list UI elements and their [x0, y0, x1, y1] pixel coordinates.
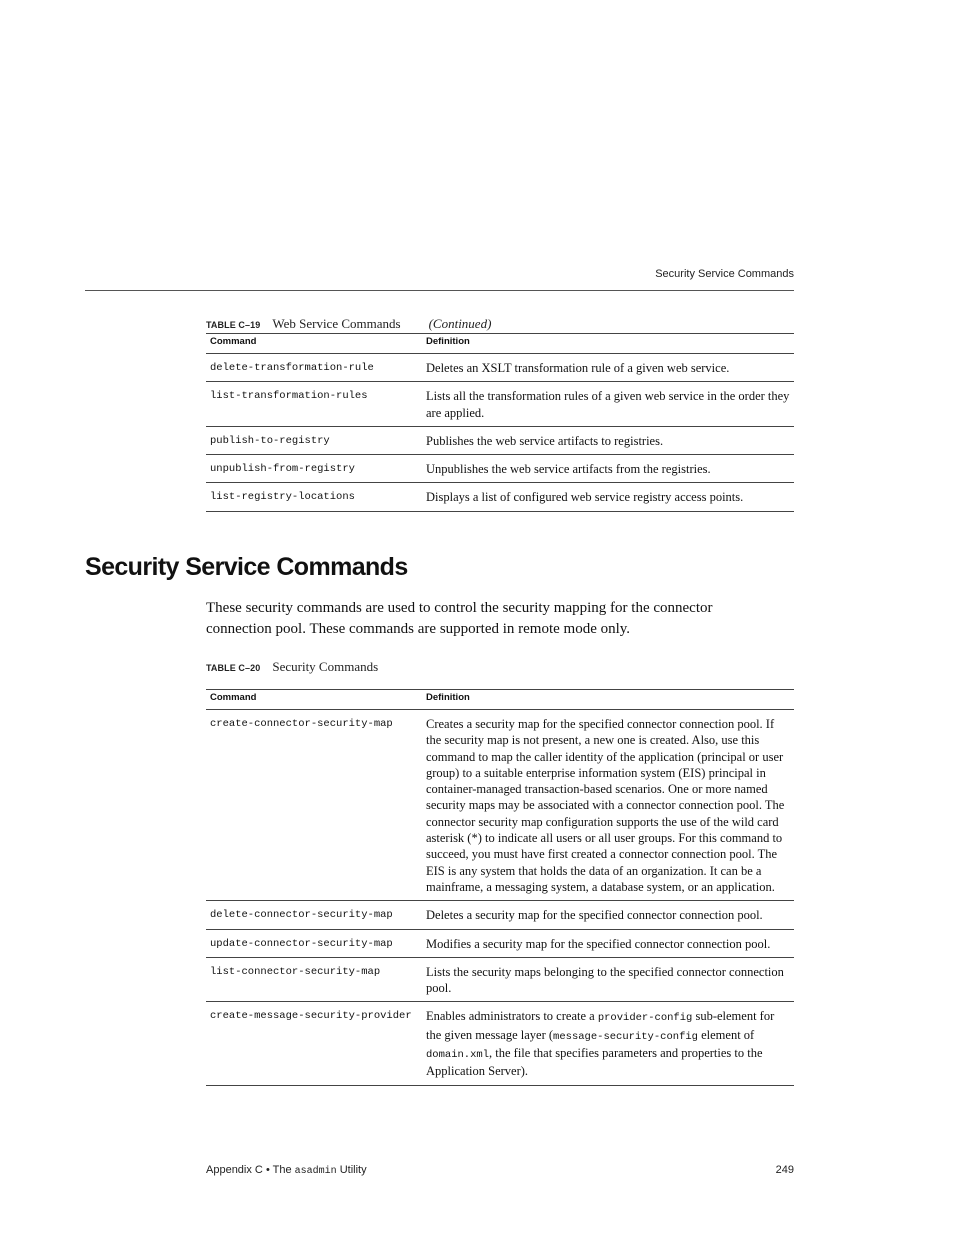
column-header-command: Command [206, 690, 422, 710]
column-header-definition: Definition [422, 334, 794, 354]
definition-text: element of [697, 1027, 755, 1042]
definition-cell: Unpublishes the web service artifacts from the registries. [422, 455, 794, 483]
definition-cell: Displays a list of configured web service registry access points. [422, 483, 794, 511]
command-cell: list-transformation-rules [206, 382, 422, 427]
header-rule [85, 290, 794, 291]
footer-utility-code: asadmin [294, 1166, 337, 1177]
web-service-commands-table [206, 333, 794, 512]
definition-cell: Lists the security maps belonging to the specified connector connection pool. [422, 957, 794, 1002]
footer-appendix: Appendix C [206, 1164, 263, 1176]
command-cell: list-connector-security-map [206, 957, 422, 1002]
inline-code: provider-config [597, 1012, 693, 1025]
definition-text: sub-element for the given message layer ( [426, 1009, 775, 1042]
command-cell: create-message-security-provider [206, 1002, 422, 1085]
definition-text: , the file that specifies parameters and properties to the Application Server). [426, 1046, 763, 1079]
security-commands-table [206, 689, 794, 1086]
definition-cell: Lists all the transformation rules of a given web service in the order they are applied. [422, 382, 794, 427]
table-title: Security Commands [272, 659, 379, 674]
inline-code: domain.xml [426, 1049, 490, 1062]
inline-code: message-security-config [553, 1030, 698, 1043]
command-cell: list-registry-locations [206, 483, 422, 511]
table-row [206, 483, 794, 511]
table-row [206, 929, 794, 957]
page-number: 249 [775, 1164, 794, 1176]
section-intro: These security commands are used to control the security mapping for the connector connection pool. These commands are supported in remote mode only. [206, 600, 713, 637]
running-header: Security Service Commands [655, 268, 794, 280]
table-row [206, 455, 794, 483]
command-cell: update-connector-security-map [206, 929, 422, 957]
command-cell: create-connector-security-map [206, 710, 422, 901]
definition-cell: Modifies a security map for the specified connector connection pool. [422, 929, 794, 957]
footer-bullet: • [265, 1164, 270, 1176]
table-title: Web Service Commands [272, 316, 401, 331]
footer-title [206, 1164, 367, 1177]
definition-cell: Deletes an XSLT transformation rule of a given web service. [422, 354, 794, 382]
table-row [206, 382, 794, 427]
command-cell: delete-connector-security-map [206, 901, 422, 929]
column-header-command: Command [206, 334, 422, 354]
command-cell: publish-to-registry [206, 426, 422, 454]
table-continued: (Continued) [428, 316, 492, 331]
table-row [206, 426, 794, 454]
table-caption-c20 [206, 659, 378, 675]
section-title: Security Service Commands [85, 553, 408, 581]
column-header-definition: Definition [422, 690, 794, 710]
command-cell: unpublish-from-registry [206, 455, 422, 483]
table-row [206, 1002, 794, 1085]
definition-cell: Creates a security map for the specified connector connection pool. If the security map is not present, a new one is created. Also, use this command to map the caller identity of the application (principal or user group) to a suitable enterprise information system (EIS) principal in container-managed transaction-based scenarios. One or more named security maps may be associated with a connector connection pool. The connector security map configuration supports the use of the wild card asterisk (*) to indicate all users or all user groups. For this command to succeed, you must have first created a connector connection pool. The EIS is any system that holds the data of an organization. It can be a mainframe, a messaging system, a database system, or an application. [422, 710, 794, 901]
table-caption-c19 [206, 316, 491, 332]
table-row [206, 957, 794, 1002]
table-row [206, 901, 794, 929]
definition-cell: Publishes the web service artifacts to registries. [422, 426, 794, 454]
command-cell: delete-transformation-rule [206, 354, 422, 382]
footer-the: The [272, 1164, 292, 1176]
footer-utility: Utility [339, 1164, 367, 1176]
definition-cell: Deletes a security map for the specified connector connection pool. [422, 901, 794, 929]
table-row [206, 710, 794, 901]
definition-text: Enables administrators to create a [426, 1009, 598, 1024]
table-label: TABLE C–19 [206, 320, 261, 330]
definition-cell [422, 1002, 794, 1085]
table-row [206, 354, 794, 382]
table-label: TABLE C–20 [206, 663, 261, 673]
